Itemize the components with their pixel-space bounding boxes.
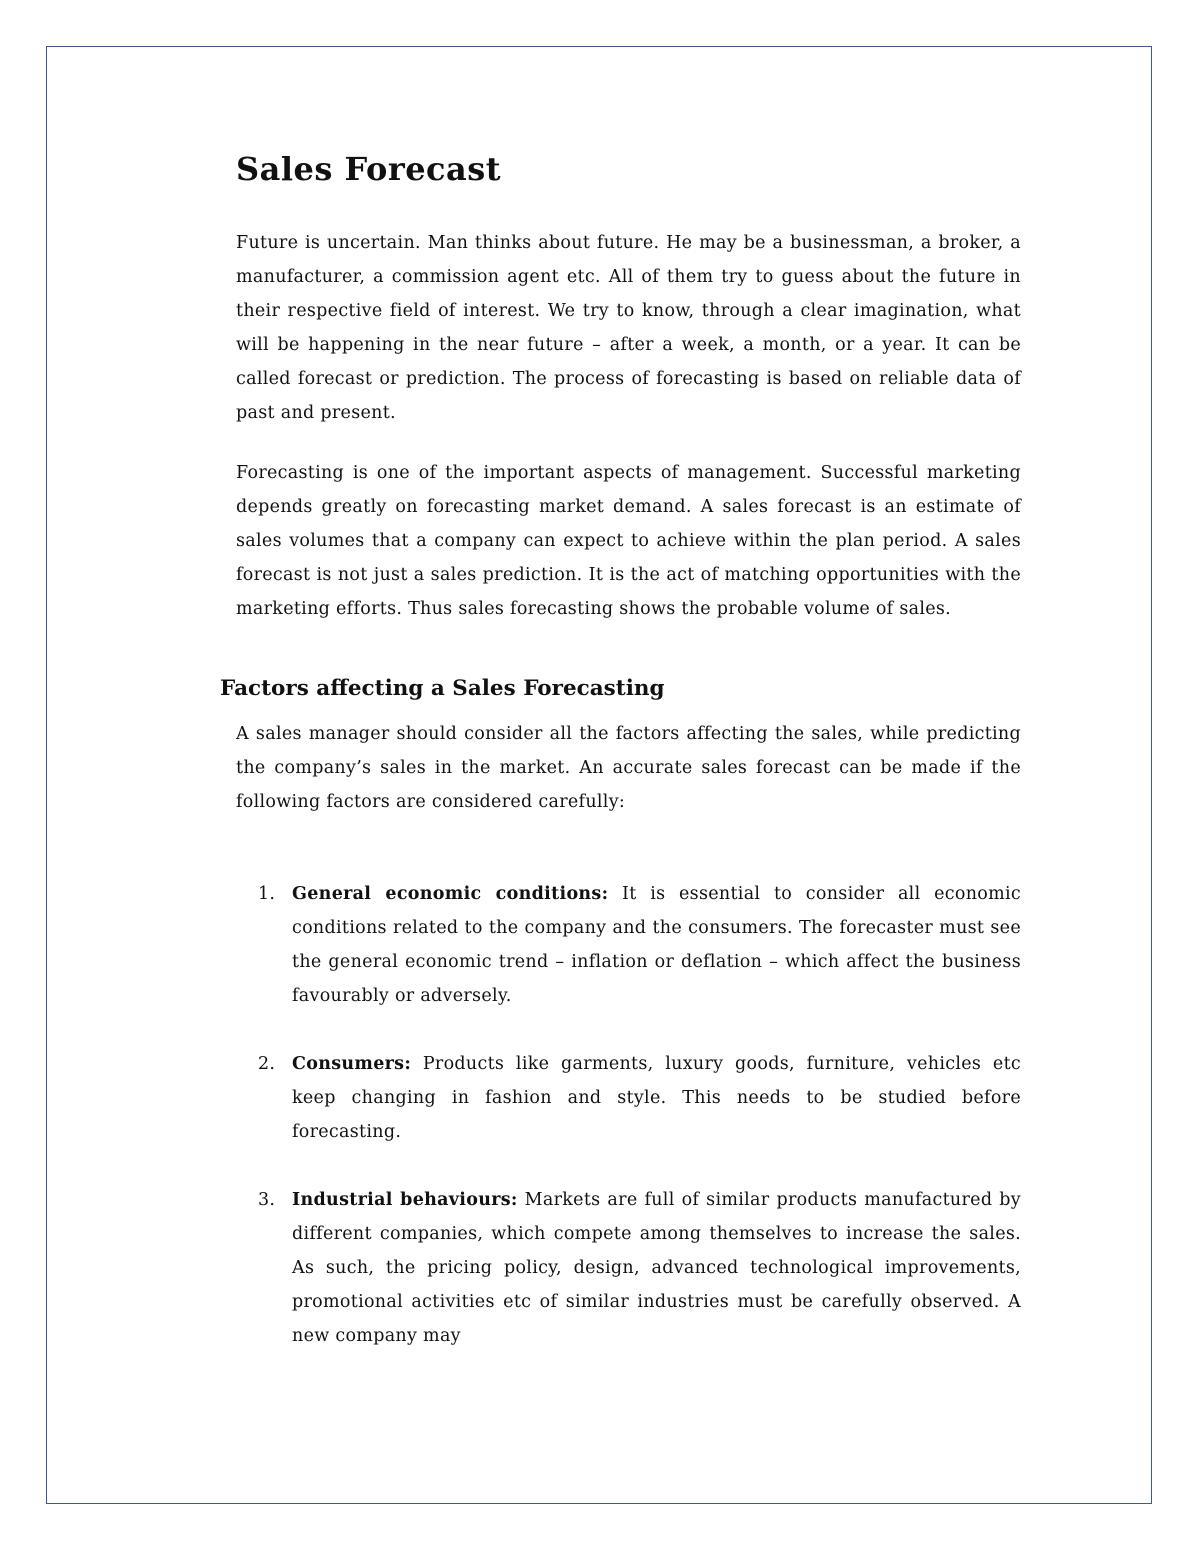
list-item-term: General economic conditions: — [292, 884, 609, 904]
section-intro: A sales manager should consider all the factors affecting the sales, while predicting the company’s sales in the market. An accurate sales forecast can be made if the following factors are considered carefully: — [236, 724, 1021, 812]
section-heading: Factors affecting a Sales Forecasting — [220, 676, 665, 701]
list-item — [236, 877, 1021, 1013]
list-item — [236, 1047, 1021, 1149]
list-item-term: Consumers: — [292, 1054, 412, 1074]
paragraph-forecasting: Forecasting is one of the important aspects of management. Successful marketing depends greatly on forecasting market demand. A sales forecast is an estimate of sales volumes that a company can expect to achieve within the plan period. A sales forecast is not just a sales prediction. It is the act of matching opportunities with the marketing efforts. Thus sales forecasting shows the probable volume of sales. — [236, 463, 1021, 619]
paragraph-intro: Future is uncertain. Man thinks about future. He may be a businessman, a broker, a manufacturer, a commission agent etc. All of them try to guess about the future in their respective field of interest. We try to know, through a clear imagination, what will be happening in the near future – after a week, a month, or a year. It can be called forecast or prediction. The process of forecasting is based on reliable data of past and present. — [236, 233, 1021, 423]
list-item-number: 1. — [258, 884, 276, 904]
factors-list — [236, 877, 1021, 1353]
list-item-text: Products like garments, luxury goods, furniture, vehicles etc keep changing in fashion and style. This needs to be studied before forecasting. — [292, 1054, 1021, 1142]
list-item-text: It is essential to consider all economic conditions related to the company and the consumers. The forecaster must see the general economic trend – inflation or deflation – which affect the business favourably or adversely. — [292, 884, 1022, 1006]
list-item-number: 3. — [258, 1190, 276, 1210]
list-item-text: Markets are full of similar products manufactured by different companies, which compete among themselves to increase the sales. As such, the pricing policy, design, advanced technological improvements, promotional activities etc of similar industries must be carefully observed. A new company may — [292, 1190, 1021, 1346]
list-item — [236, 1183, 1021, 1353]
document-body — [220, 150, 1022, 1387]
page-title: Sales Forecast — [236, 150, 502, 188]
list-item-number: 2. — [258, 1054, 276, 1074]
list-item-term: Industrial behaviours: — [292, 1190, 518, 1210]
